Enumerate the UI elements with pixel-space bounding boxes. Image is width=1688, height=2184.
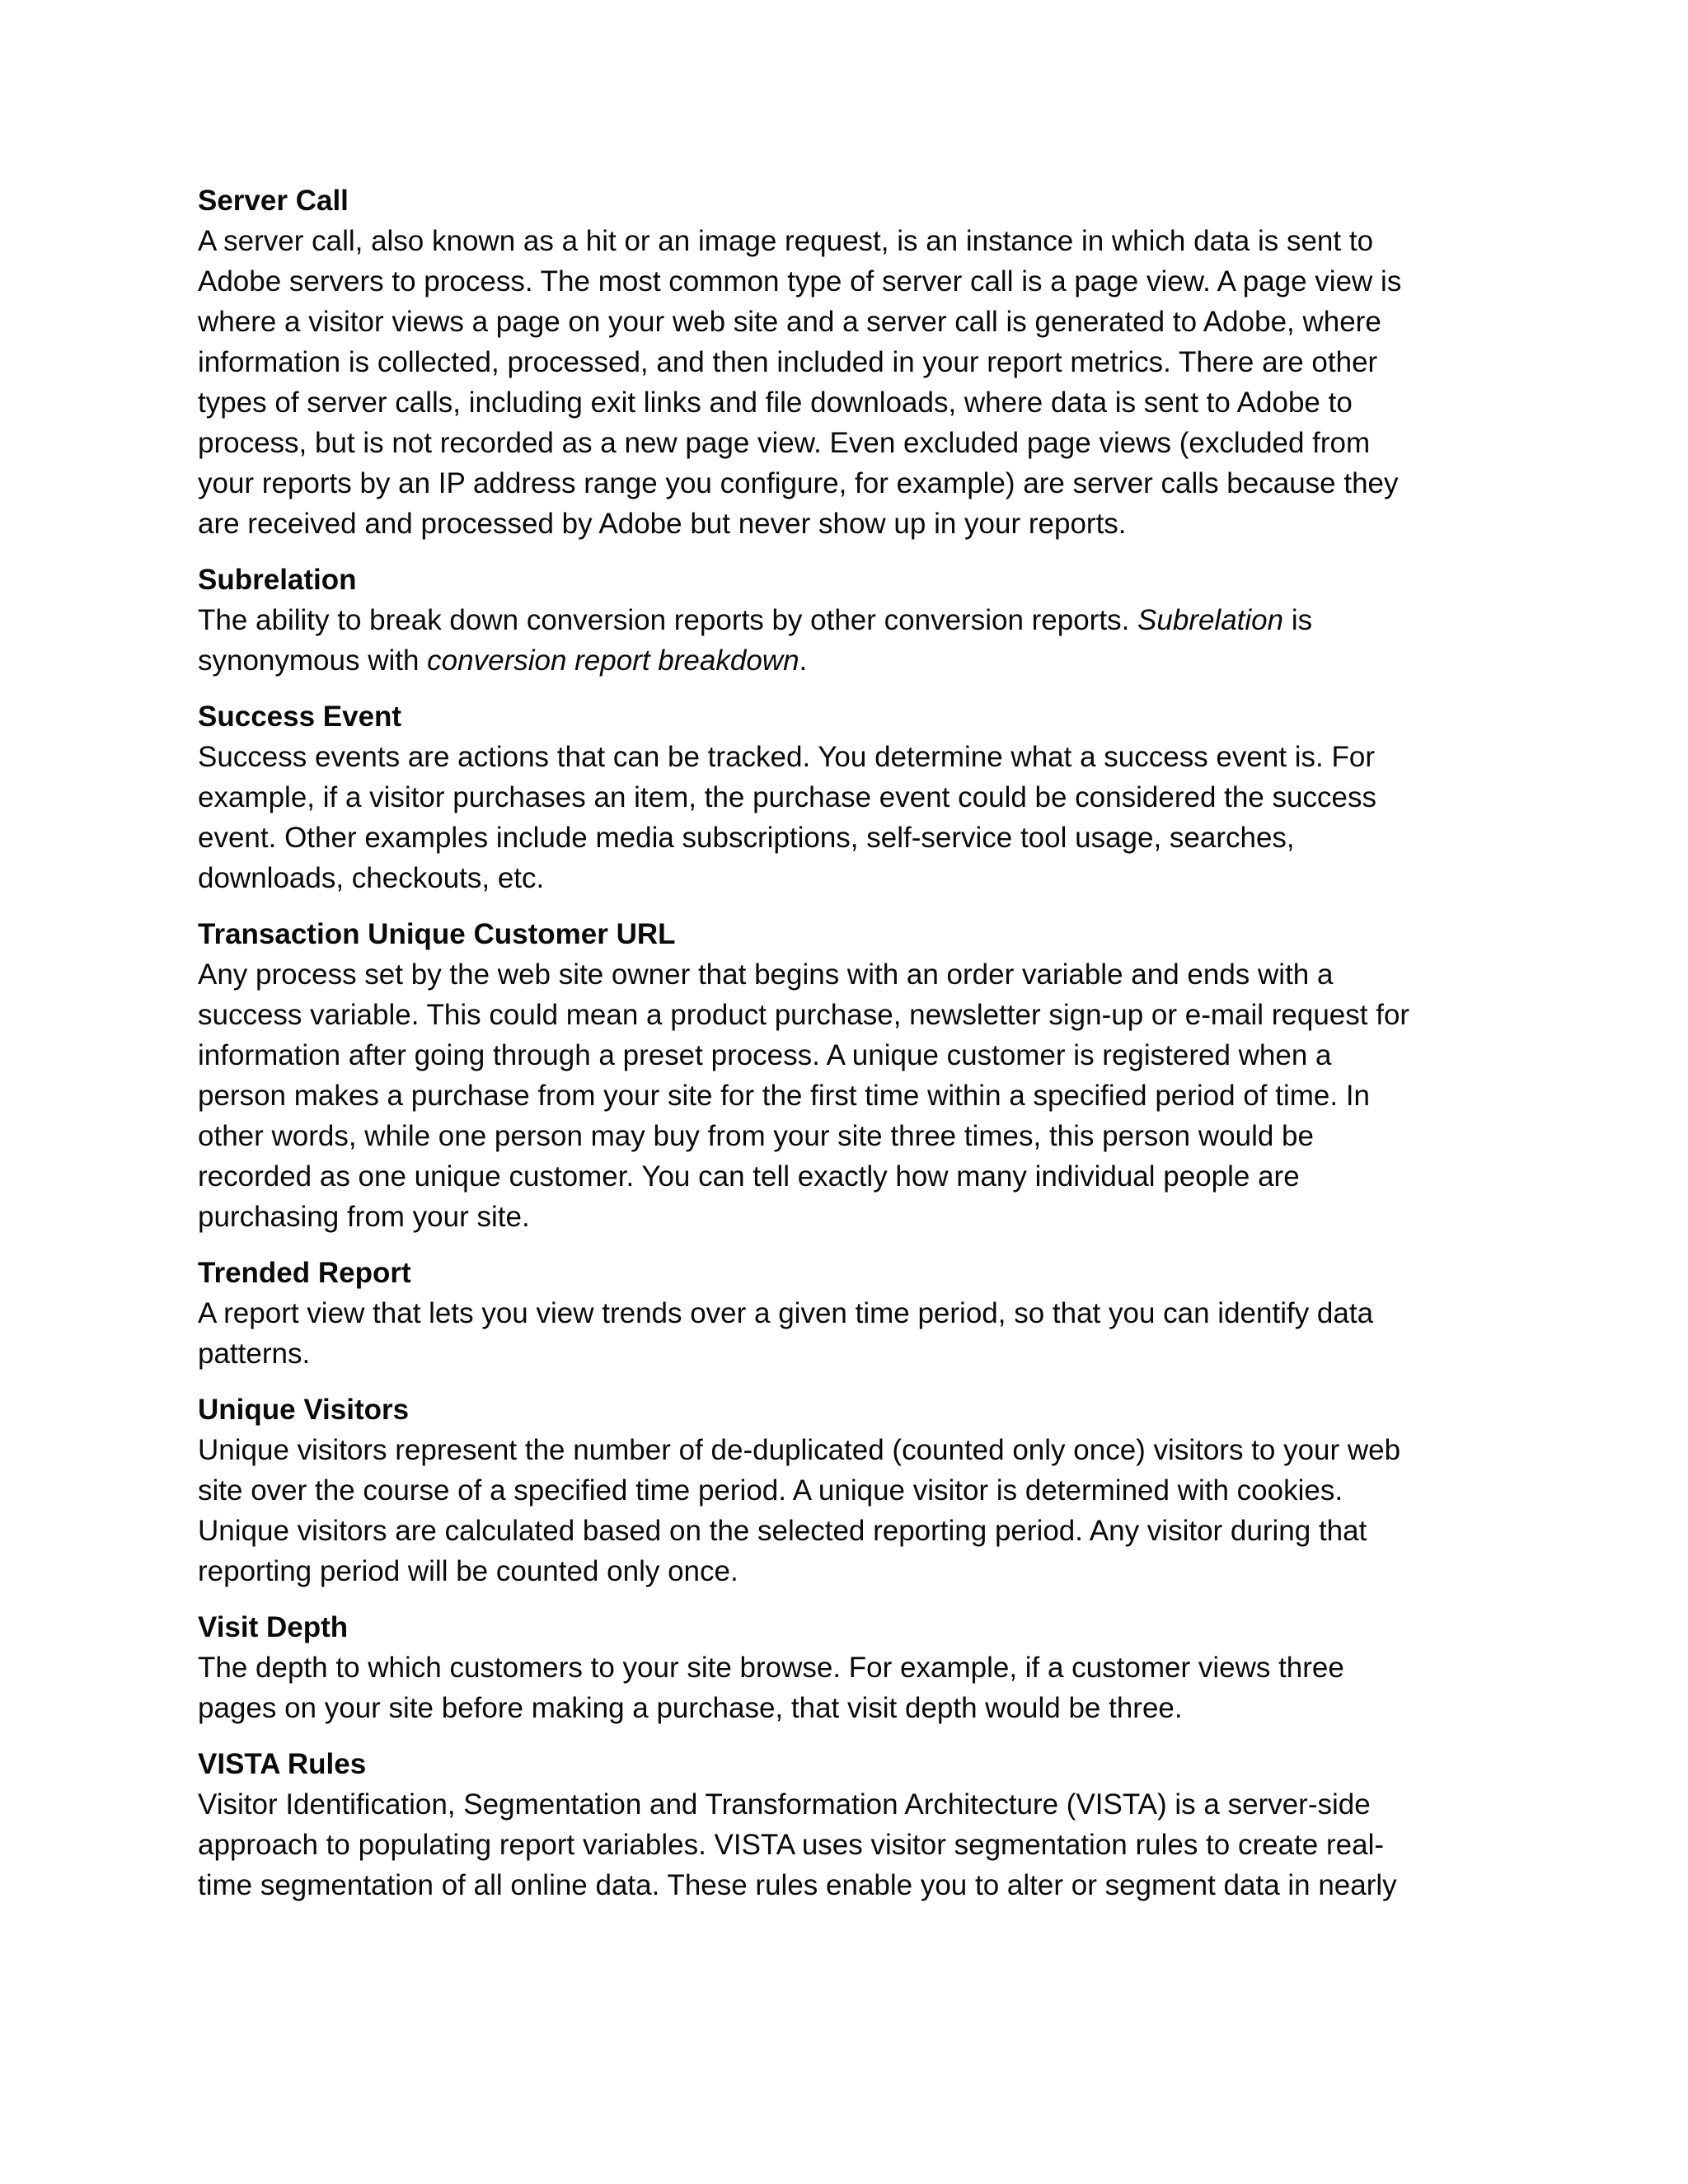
term-heading: Visit Depth xyxy=(198,1611,349,1643)
glossary-content xyxy=(198,181,1517,1922)
definition-line: site over the course of a specified time period. A unique visitor is determined with cookies. xyxy=(198,1474,1343,1507)
definition-text: . xyxy=(799,644,808,677)
definition-text: synonymous with xyxy=(198,644,428,677)
definition-line: recorded as one unique customer. You can tell exactly how many individual people are xyxy=(198,1160,1300,1193)
definition-line: downloads, checkouts, etc. xyxy=(198,862,545,894)
definition-line: success variable. This could mean a product purchase, newsletter sign-up or e-mail request for xyxy=(198,999,1410,1031)
glossary-entry-vista-rules xyxy=(198,1745,1517,1905)
glossary-entry-transaction-unique-customer-url xyxy=(198,915,1517,1237)
definition-line: Visitor Identification, Segmentation and Transformation Architecture (VISTA) is a server-side xyxy=(198,1788,1371,1821)
term-definition xyxy=(198,1293,1517,1374)
glossary-entry-unique-visitors xyxy=(198,1390,1517,1591)
definition-line: pages on your site before making a purchase, that visit depth would be three. xyxy=(198,1692,1183,1724)
glossary-entry-success-event xyxy=(198,697,1517,898)
definition-line: information after going through a preset process. A unique customer is registered when a xyxy=(198,1039,1332,1071)
glossary-entry-visit-depth xyxy=(198,1608,1517,1728)
definition-line: information is collected, processed, and then included in your report metrics. There are other xyxy=(198,346,1378,378)
definition-line: reporting period will be counted only once. xyxy=(198,1555,738,1587)
term-definition xyxy=(198,1784,1517,1905)
glossary-entry-server-call xyxy=(198,181,1517,544)
definition-line: example, if a visitor purchases an item, the purchase event could be considered the success xyxy=(198,781,1376,813)
definition-line: A server call, also known as a hit or an image request, is an instance in which data is sent to xyxy=(198,225,1374,257)
glossary-entry-trended-report xyxy=(198,1254,1517,1374)
definition-line: types of server calls, including exit links and file downloads, where data is sent to Adobe to xyxy=(198,387,1353,419)
definition-line: Unique visitors represent the number of de-duplicated (counted only once) visitors to your web xyxy=(198,1434,1401,1466)
glossary-entry-subrelation xyxy=(198,560,1517,681)
definition-line: other words, while one person may buy from your site three times, this person would be xyxy=(198,1120,1314,1152)
term-heading: Server Call xyxy=(198,185,349,217)
definition-line: purchasing from your site. xyxy=(198,1201,530,1233)
term-heading: Transaction Unique Customer URL xyxy=(198,918,676,950)
definition-line: patterns. xyxy=(198,1338,311,1370)
definition-line: are received and processed by Adobe but never show up in your reports. xyxy=(198,508,1127,540)
term-definition xyxy=(198,954,1517,1237)
definition-line: The depth to which customers to your site browse. For example, if a customer views three xyxy=(198,1652,1344,1684)
term-definition xyxy=(198,221,1517,544)
definition-text: is xyxy=(1283,604,1313,636)
term-definition xyxy=(198,1647,1517,1728)
definition-line: A report view that lets you view trends over a given time period, so that you can identify data xyxy=(198,1297,1374,1329)
definition-line: Success events are actions that can be tracked. You determine what a success event is. For xyxy=(198,741,1375,773)
definition-line: your reports by an IP address range you configure, for example) are server calls because they xyxy=(198,467,1399,499)
emphasized-term: conversion report breakdown xyxy=(427,644,799,677)
term-heading: Unique Visitors xyxy=(198,1394,410,1426)
term-heading: VISTA Rules xyxy=(198,1748,367,1780)
term-definition xyxy=(198,737,1517,898)
term-definition xyxy=(198,1430,1517,1591)
definition-line: time segmentation of all online data. These rules enable you to alter or segment data in nearly xyxy=(198,1869,1397,1901)
definition-line: Unique visitors are calculated based on the selected reporting period. Any visitor during that xyxy=(198,1515,1367,1547)
term-heading: Success Event xyxy=(198,701,402,733)
definition-line: event. Other examples include media subscriptions, self-service tool usage, searches, xyxy=(198,822,1295,854)
definition-line xyxy=(198,640,1517,681)
definition-line: person makes a purchase from your site for the first time within a specified period of time. In xyxy=(198,1080,1371,1112)
term-definition xyxy=(198,600,1517,681)
definition-text: The ability to break down conversion reports by other conversion reports. xyxy=(198,604,1138,636)
term-heading: Trended Report xyxy=(198,1257,411,1289)
definition-line: process, but is not recorded as a new page view. Even excluded page views (excluded from xyxy=(198,427,1371,459)
definition-line: approach to populating report variables. VISTA uses visitor segmentation rules to create real- xyxy=(198,1829,1384,1861)
definition-line xyxy=(198,600,1517,640)
emphasized-term: Subrelation xyxy=(1137,604,1284,636)
term-heading: Subrelation xyxy=(198,564,357,596)
definition-line: Any process set by the web site owner that begins with an order variable and ends with a xyxy=(198,958,1334,991)
definition-line: where a visitor views a page on your web site and a server call is generated to Adobe, where xyxy=(198,306,1381,338)
definition-line: Adobe servers to process. The most common type of server call is a page view. A page view is xyxy=(198,265,1402,298)
